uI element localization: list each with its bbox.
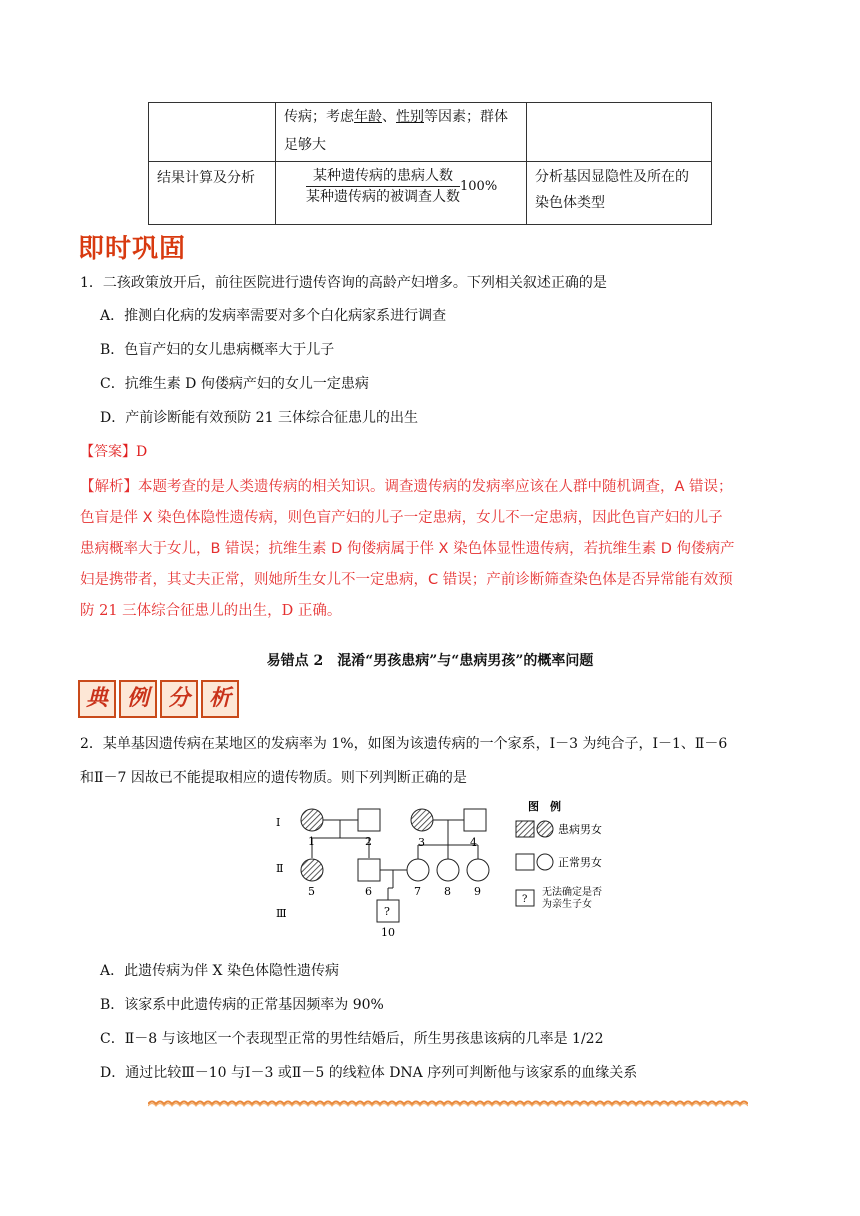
explanation-line: 色盲是伴 X 染色体隐性遗传病，则色盲产妇的儿子一定患病，女儿不一定患病，因此色盲产妇的儿子 (80, 510, 723, 526)
legend-affected-label: 患病男女 (558, 823, 602, 836)
badge-char: 析 (201, 680, 239, 718)
legend-title: 图 例 (528, 800, 561, 813)
fraction-denominator: 某种遗传病的被调查人数 (306, 189, 460, 205)
explanation-line: 【解析】本题考查的是人类遗传病的相关知识。调查遗传病的发病率应该在人群中随机调查，A 错误； (80, 479, 733, 495)
individual-id: 4 (470, 836, 477, 849)
legend-unknown-label: 为亲生子女 (542, 899, 592, 910)
pedigree-chart (260, 800, 630, 940)
q2-option-b: B．该家系中此遗传病的正常基因频率为 90% (100, 997, 384, 1013)
fraction (306, 166, 460, 207)
method-table (148, 102, 712, 225)
fraction-percent: 100% (460, 179, 498, 194)
q1-option-d: D．产前诊断能有效预防 21 三体综合征患儿的出生 (100, 410, 418, 426)
fraction-numerator: 某种遗传病的患病人数 (306, 166, 460, 187)
generation-label: Ⅲ (276, 907, 287, 920)
q2-option-d: D．通过比较Ⅲ－10 与Ⅰ－3 或Ⅱ－5 的线粒体 DNA 序列可判断他与该家系的血缘关系 (100, 1065, 638, 1081)
badge-char: 分 (160, 680, 198, 718)
table-row (149, 162, 712, 225)
individual-id: 9 (474, 885, 481, 898)
table-cell (527, 162, 712, 225)
explanation-line: 患病概率大于女儿，B 错误；抗维生素 D 佝偻病属于伴 X 染色体显性遗传病，若抗维生素 D 佝偻病产 (80, 541, 735, 557)
individual-2-normal-male (358, 809, 380, 831)
explanation-line: 防 21 三体综合征患儿的出生，D 正确。 (80, 603, 342, 619)
q2-stem-line1: 2．某单基因遗传病在某地区的发病率为 1%，如图为该遗传病的一个家系，Ⅰ－3 为纯合子，Ⅰ－1、Ⅱ－6 (80, 736, 728, 752)
individual-4-normal-male (464, 809, 486, 831)
section-badge-example (78, 680, 239, 718)
q1-option-a: A．推测白化病的发病率需要对多个白化病家系进行调查 (100, 308, 447, 324)
individual-id: 8 (444, 885, 451, 898)
individual-3-affected-female (411, 809, 433, 831)
table-cell (276, 103, 527, 162)
table-text: 足够大 (284, 137, 326, 153)
q2-option-a: A．此遗传病为伴 X 染色体隐性遗传病 (100, 963, 339, 979)
table-text: 年龄 (354, 109, 382, 125)
individual-id: 2 (365, 835, 372, 848)
legend-unknown-label: 无法确定是否 (542, 887, 602, 898)
explanation-line: 妇是携带者，其丈夫正常，则她所生女儿不一定患病，C 错误；产前诊断筛查染色体是否异常能有效预 (80, 572, 733, 588)
badge-char: 典 (78, 680, 116, 718)
individual-id: 3 (418, 836, 425, 849)
generation-label: Ⅰ (276, 816, 281, 829)
legend-unknown-mark: ? (522, 894, 528, 905)
table-text: 分析基因显隐性及所在的 (535, 169, 689, 185)
q2-option-c: C．Ⅱ－8 与该地区一个表现型正常的男性结婚后，所生男孩患该病的几率是 1/22 (100, 1031, 604, 1047)
legend-affected-female-symbol (537, 821, 553, 837)
legend-affected-male-symbol (516, 821, 534, 837)
individual-id: 6 (365, 885, 372, 898)
individual-5-affected-female (301, 859, 323, 881)
error-point-heading: 易错点 2 混淆“男孩患病”与“患病男孩”的概率问题 (266, 653, 594, 669)
q2-stem-line2: 和Ⅱ－7 因故已不能提取相应的遗传物质。则下列判断正确的是 (80, 770, 467, 786)
individual-7-normal-female (407, 859, 429, 881)
table-text: 染色体类型 (535, 195, 605, 211)
q1-option-c: C．抗维生素 D 佝偻病产妇的女儿一定患病 (100, 376, 369, 392)
individual-9-normal-female (467, 859, 489, 881)
legend-normal-male-symbol (516, 854, 534, 870)
wavy-divider (148, 1098, 748, 1110)
table-text: 、 (382, 109, 396, 125)
table-text: 结果计算及分析 (157, 170, 255, 186)
individual-6-normal-male (358, 859, 380, 881)
table-text: 性别 (396, 109, 424, 125)
generation-label: Ⅱ (276, 862, 284, 875)
table-cell (276, 162, 527, 225)
individual-id: 5 (308, 885, 315, 898)
q1-explanation (80, 472, 790, 627)
q1-option-b: B．色盲产妇的女儿患病概率大于儿子 (100, 342, 335, 358)
individual-id: 7 (414, 885, 421, 898)
individual-1-affected-female (301, 809, 323, 831)
individual-id: 10 (381, 926, 395, 939)
table-cell (527, 103, 712, 162)
q1-answer: 【答案】D (80, 444, 148, 460)
unknown-mark: ? (384, 905, 390, 918)
table-row (149, 103, 712, 162)
legend-normal-female-symbol (537, 854, 553, 870)
individual-8-normal-female (437, 859, 459, 881)
legend-normal-label: 正常男女 (558, 856, 602, 869)
section-badge-consolidation: 即时巩固 (78, 234, 187, 264)
table-text: 传病；考虑 (284, 109, 354, 125)
table-cell (149, 103, 276, 162)
table-text: 等因素；群体 (424, 109, 508, 125)
individual-id: 1 (308, 835, 315, 848)
q1-stem: 1．二孩政策放开后，前往医院进行遗传咨询的高龄产妇增多。下列相关叙述正确的是 (80, 275, 607, 291)
table-cell (149, 162, 276, 225)
badge-char: 例 (119, 680, 157, 718)
